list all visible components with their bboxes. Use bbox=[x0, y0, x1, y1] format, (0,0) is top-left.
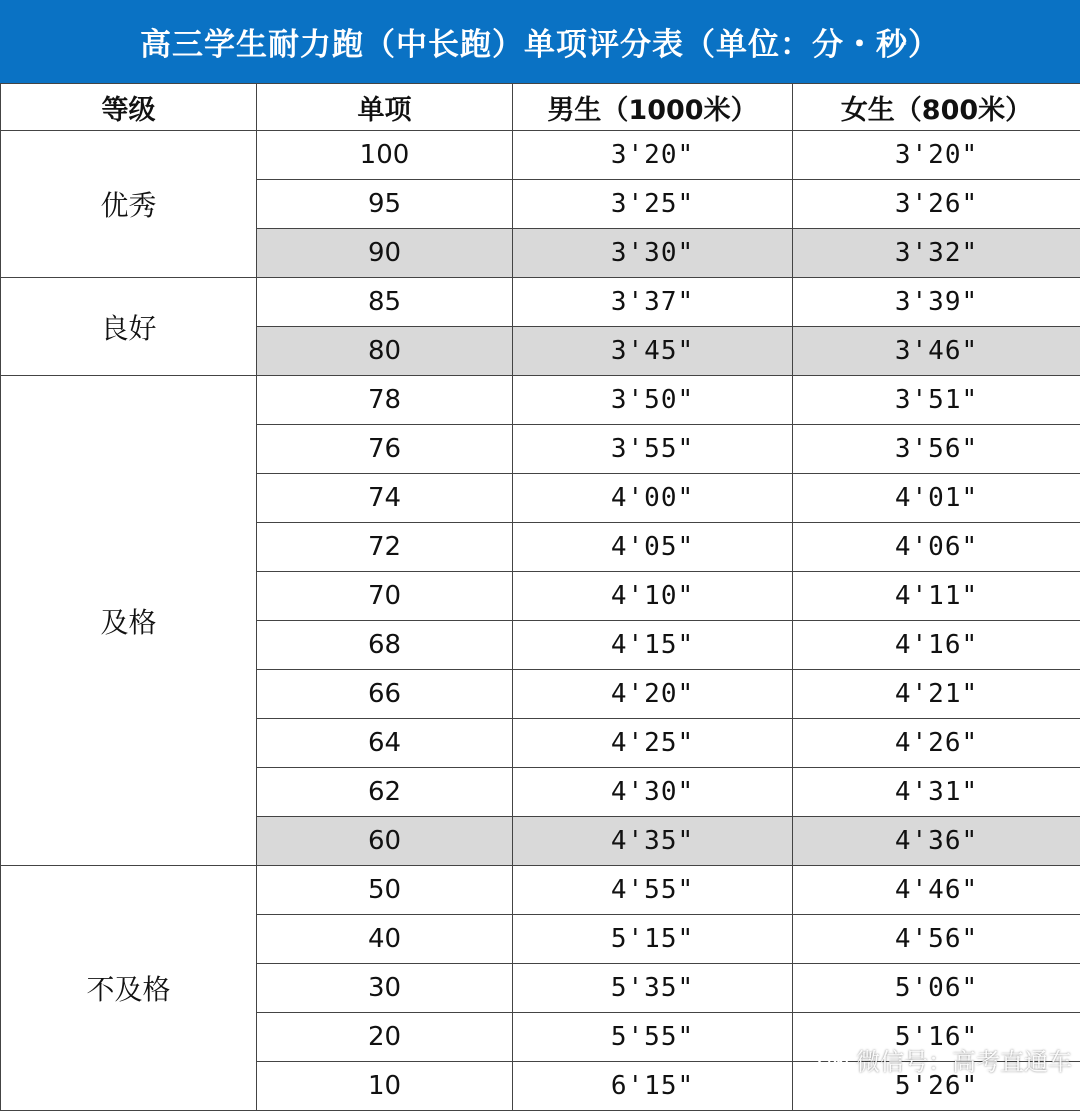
table-title: 高三学生耐力跑（中长跑）单项评分表（单位：分・秒） bbox=[140, 19, 940, 64]
female-time-cell: 4'01" bbox=[793, 474, 1080, 523]
male-time-cell: 4'05" bbox=[513, 523, 793, 572]
score-cell: 78 bbox=[257, 376, 513, 425]
female-time-cell: 3'26" bbox=[793, 180, 1080, 229]
female-time-cell: 3'20" bbox=[793, 131, 1080, 180]
table-row bbox=[1, 866, 1080, 915]
female-time-cell: 3'46" bbox=[793, 327, 1080, 376]
score-cell: 100 bbox=[257, 131, 513, 180]
male-time-cell: 5'35" bbox=[513, 964, 793, 1013]
male-time-cell: 4'35" bbox=[513, 817, 793, 866]
score-cell: 95 bbox=[257, 180, 513, 229]
score-table bbox=[0, 83, 1080, 1111]
header-female: 女生（800米） bbox=[793, 84, 1080, 131]
male-time-cell: 4'15" bbox=[513, 621, 793, 670]
female-time-cell: 4'26" bbox=[793, 719, 1080, 768]
male-time-cell: 3'37" bbox=[513, 278, 793, 327]
female-time-cell: 5'16" bbox=[793, 1013, 1080, 1062]
female-time-cell: 4'46" bbox=[793, 866, 1080, 915]
header-grade: 等级 bbox=[1, 84, 257, 131]
female-time-cell: 4'31" bbox=[793, 768, 1080, 817]
female-time-cell: 5'06" bbox=[793, 964, 1080, 1013]
score-cell: 76 bbox=[257, 425, 513, 474]
score-cell: 62 bbox=[257, 768, 513, 817]
score-cell: 74 bbox=[257, 474, 513, 523]
female-time-cell: 4'06" bbox=[793, 523, 1080, 572]
score-cell: 72 bbox=[257, 523, 513, 572]
female-time-cell: 5'26" bbox=[793, 1062, 1080, 1111]
score-cell: 68 bbox=[257, 621, 513, 670]
male-time-cell: 3'55" bbox=[513, 425, 793, 474]
male-time-cell: 3'25" bbox=[513, 180, 793, 229]
header-male: 男生（1000米） bbox=[513, 84, 793, 131]
header-row bbox=[1, 84, 1080, 131]
score-cell: 70 bbox=[257, 572, 513, 621]
female-time-cell: 3'32" bbox=[793, 229, 1080, 278]
score-cell: 10 bbox=[257, 1062, 513, 1111]
score-cell: 60 bbox=[257, 817, 513, 866]
female-time-cell: 4'11" bbox=[793, 572, 1080, 621]
grade-cell: 不及格 bbox=[1, 866, 257, 1111]
female-time-cell: 4'56" bbox=[793, 915, 1080, 964]
male-time-cell: 4'20" bbox=[513, 670, 793, 719]
score-cell: 20 bbox=[257, 1013, 513, 1062]
score-cell: 64 bbox=[257, 719, 513, 768]
male-time-cell: 4'55" bbox=[513, 866, 793, 915]
score-cell: 50 bbox=[257, 866, 513, 915]
score-cell: 80 bbox=[257, 327, 513, 376]
male-time-cell: 4'00" bbox=[513, 474, 793, 523]
table-title-bar bbox=[0, 0, 1080, 83]
score-cell: 30 bbox=[257, 964, 513, 1013]
male-time-cell: 3'45" bbox=[513, 327, 793, 376]
male-time-cell: 4'10" bbox=[513, 572, 793, 621]
score-table-body bbox=[1, 131, 1080, 1111]
male-time-cell: 6'15" bbox=[513, 1062, 793, 1111]
table-row bbox=[1, 131, 1080, 180]
male-time-cell: 5'15" bbox=[513, 915, 793, 964]
female-time-cell: 4'21" bbox=[793, 670, 1080, 719]
female-time-cell: 4'36" bbox=[793, 817, 1080, 866]
female-time-cell: 4'16" bbox=[793, 621, 1080, 670]
female-time-cell: 3'39" bbox=[793, 278, 1080, 327]
male-time-cell: 3'20" bbox=[513, 131, 793, 180]
male-time-cell: 3'50" bbox=[513, 376, 793, 425]
score-cell: 90 bbox=[257, 229, 513, 278]
score-cell: 40 bbox=[257, 915, 513, 964]
grade-cell: 及格 bbox=[1, 376, 257, 866]
score-cell: 85 bbox=[257, 278, 513, 327]
female-time-cell: 3'56" bbox=[793, 425, 1080, 474]
grade-cell: 优秀 bbox=[1, 131, 257, 278]
male-time-cell: 5'55" bbox=[513, 1013, 793, 1062]
table-row bbox=[1, 278, 1080, 327]
score-cell: 66 bbox=[257, 670, 513, 719]
table-row bbox=[1, 376, 1080, 425]
watermark-text: 微信号：高考直通车 bbox=[856, 1042, 1072, 1077]
male-time-cell: 4'25" bbox=[513, 719, 793, 768]
header-score: 单项 bbox=[257, 84, 513, 131]
female-time-cell: 3'51" bbox=[793, 376, 1080, 425]
watermark bbox=[816, 1042, 1072, 1077]
wechat-icon bbox=[816, 1045, 850, 1075]
male-time-cell: 4'30" bbox=[513, 768, 793, 817]
male-time-cell: 3'30" bbox=[513, 229, 793, 278]
grade-cell: 良好 bbox=[1, 278, 257, 376]
